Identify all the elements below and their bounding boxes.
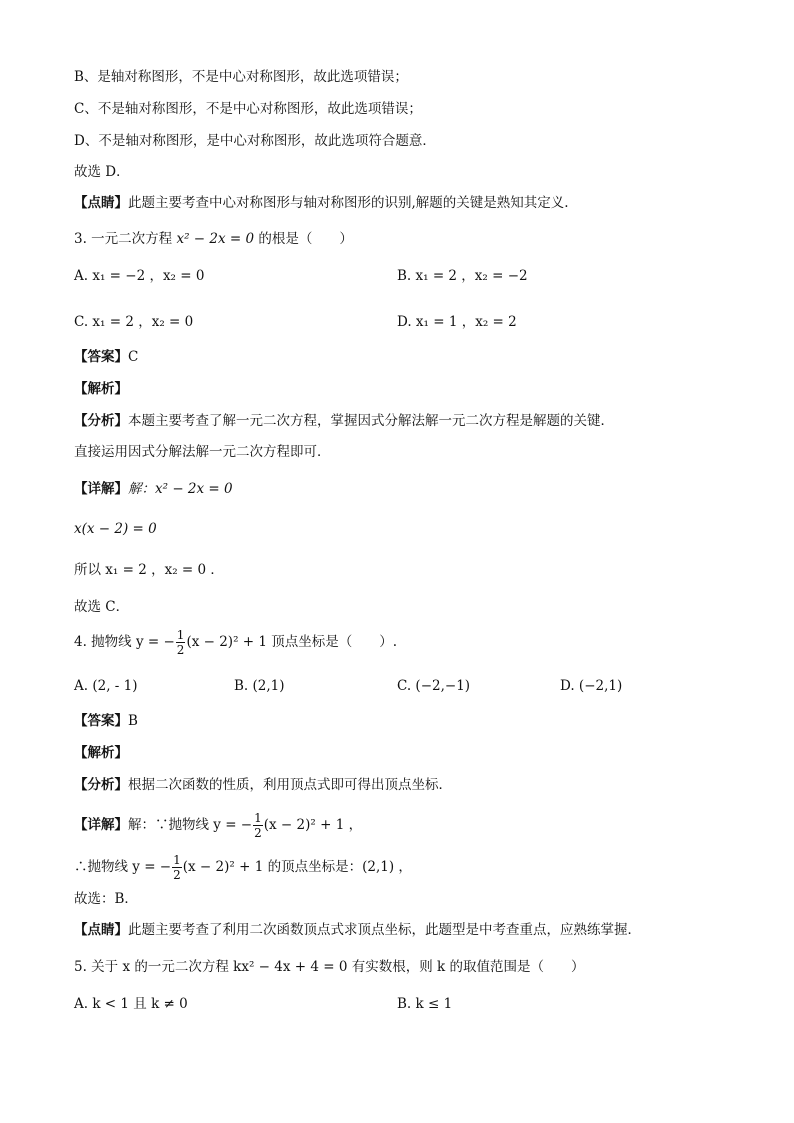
analysis-tag: 【解析】 — [74, 745, 128, 761]
question-5: 5. 关于 x 的一元二次方程 kx² − 4x + 4 = 0 有实数根，则 k 的取值范围是（ ） — [74, 959, 585, 975]
answer-tag: 【答案】 — [74, 713, 128, 729]
fraction-numerator: 1 — [176, 628, 185, 642]
fraction — [172, 853, 182, 882]
option-b: B. x₁ = 2 ，x₂ = −2 — [397, 268, 528, 284]
answer-value: C — [128, 349, 139, 365]
equation-line: x(x − 2) = 0 — [74, 521, 157, 537]
analysis-text: 根据二次函数的性质，利用顶点式即可得出顶点坐标． — [128, 777, 452, 793]
answer-line — [74, 712, 138, 730]
detail-suffix: (x − 2)² + 1 的顶点坐标是：(2,1) ， — [182, 859, 412, 875]
analysis-sub-tag: 【分析】 — [74, 413, 128, 429]
remark-line — [74, 194, 569, 212]
analysis-line — [74, 776, 452, 794]
remark-tag: 【点睛】 — [74, 922, 128, 938]
detail-tag: 【详解】 — [74, 817, 128, 833]
text-line: 所以 x₁ = 2 ，x₂ = 0 ． — [74, 562, 224, 578]
answer-tag: 【答案】 — [74, 349, 128, 365]
option-b: B. (2,1) — [234, 678, 285, 694]
remark-tag: 【点睛】 — [74, 195, 128, 211]
detail-prefix: 解：∵抛物线 y = − — [128, 817, 253, 833]
option-c: C. x₁ = 2 ，x₂ = 0 — [74, 314, 194, 330]
analysis-text: 本题主要考查了解一元二次方程，掌握因式分解法解一元二次方程是解题的关键． — [128, 413, 614, 429]
analysis-sub-tag: 【分析】 — [74, 777, 128, 793]
question-suffix: (x − 2)² + 1 顶点坐标是（ ）. — [186, 634, 398, 650]
fraction-denominator: 2 — [254, 826, 262, 840]
text-line: B、是轴对称图形，不是中心对称图形，故此选项错误； — [74, 69, 408, 85]
fraction-numerator: 1 — [173, 853, 181, 867]
detail-tag: 【详解】 — [74, 481, 128, 497]
equation: x² − 2x = 0 — [176, 231, 255, 247]
remark-line — [74, 921, 641, 939]
text-line: 直接运用因式分解法解一元二次方程即可． — [74, 444, 331, 460]
text-line: C、不是轴对称图形，不是中心对称图形，故此选项错误； — [74, 101, 422, 117]
detail-text: 解：x² − 2x = 0 — [128, 481, 233, 497]
option-a: A. x₁ = −2 ，x₂ = 0 — [74, 268, 205, 284]
detail-line — [74, 811, 362, 840]
fraction-denominator: 2 — [173, 868, 181, 882]
option-a: A. k < 1 且 k ≠ 0 — [74, 996, 188, 1012]
analysis-line — [74, 412, 614, 430]
question-4 — [74, 628, 397, 657]
text-line: 故选 C． — [74, 599, 130, 615]
detail-line — [74, 853, 412, 882]
option-d: D. x₁ = 1 ，x₂ = 2 — [397, 314, 517, 330]
detail-prefix: ∴抛物线 y = − — [74, 859, 172, 875]
question-3 — [74, 230, 353, 248]
detail-line — [74, 480, 233, 498]
option-a: A. (2, - 1) — [74, 678, 138, 694]
remark-text: 此题主要考查了利用二次函数顶点式求顶点坐标，此题型是中考查重点，应熟练掌握． — [128, 922, 641, 938]
fraction — [253, 811, 263, 840]
question-suffix: 的根是（ ） — [254, 231, 353, 247]
answer-value: B — [128, 713, 138, 729]
text-line: D、不是轴对称图形，是中心对称图形，故此选项符合题意． — [74, 133, 436, 149]
option-b: B. k ≤ 1 — [397, 996, 453, 1012]
question-prefix: 4. 抛物线 y = − — [74, 634, 175, 650]
fraction-denominator: 2 — [176, 643, 185, 657]
fraction-numerator: 1 — [254, 811, 262, 825]
fraction — [176, 628, 186, 657]
option-d: D. (−2,1) — [560, 678, 623, 694]
answer-line — [74, 348, 138, 366]
remark-text: 此题主要考查中心对称图形与轴对称图形的识别,解题的关键是熟知其定义. — [128, 195, 569, 211]
text-line: 故选 D． — [74, 164, 130, 180]
option-c: C. (−2,−1) — [397, 678, 471, 694]
text-line: 故选：B． — [74, 891, 138, 907]
analysis-tag: 【解析】 — [74, 381, 128, 397]
detail-suffix: (x − 2)² + 1 ， — [263, 817, 363, 833]
question-prefix: 3. 一元二次方程 — [74, 231, 177, 247]
